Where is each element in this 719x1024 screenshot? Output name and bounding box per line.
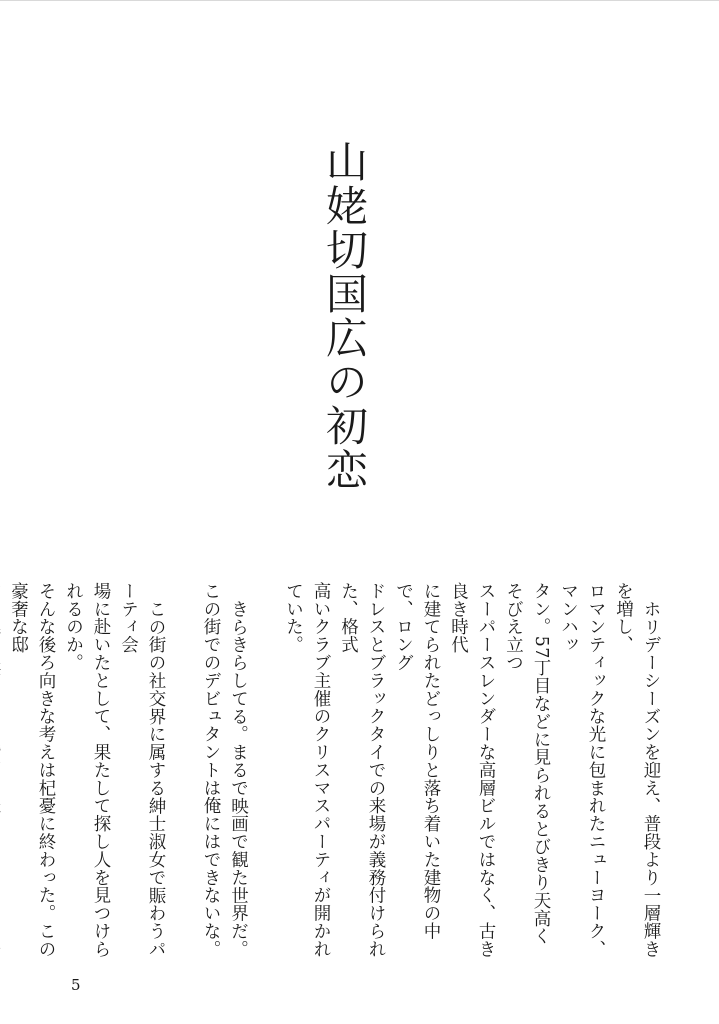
top-border: [0, 0, 719, 1]
paragraph-3: この街の社交界に属する紳士淑女で賑わうパーティ会 場に赴いたとして、果たして探し人を見つけられるのか。 そんな後ろ向きな考えは杞憂に終わった。この豪奢な邸: [8, 582, 166, 958]
paragraph-gap: [252, 582, 280, 958]
page-number: 5: [71, 976, 81, 994]
paragraph-2: きらきらしてる。まるで映画で観た世界だ。 この街でのデビュタントは俺にはできないな。: [201, 582, 249, 958]
paragraph-gap: [169, 582, 197, 958]
paragraph-1: ホリデーシーズンを迎え、普段より一層輝きを増し、 ロマンティックな光に包まれたニューヨーク、マンハッ タン。57丁目などに見られるとびきり天高くそびえ立つ スーパースレンダーな高層ビルではなく、古き良き時代 に建てられたどっしりと落ち着いた建物の中で、ロング ドレスとブラックタイでの来場が義務付けられた、格式 高いクラブ主催のクリスマスパーティが開かれていた。: [283, 582, 661, 958]
chapter-title: 山姥切国広の初恋: [320, 140, 369, 492]
body-text: [8, 582, 664, 958]
